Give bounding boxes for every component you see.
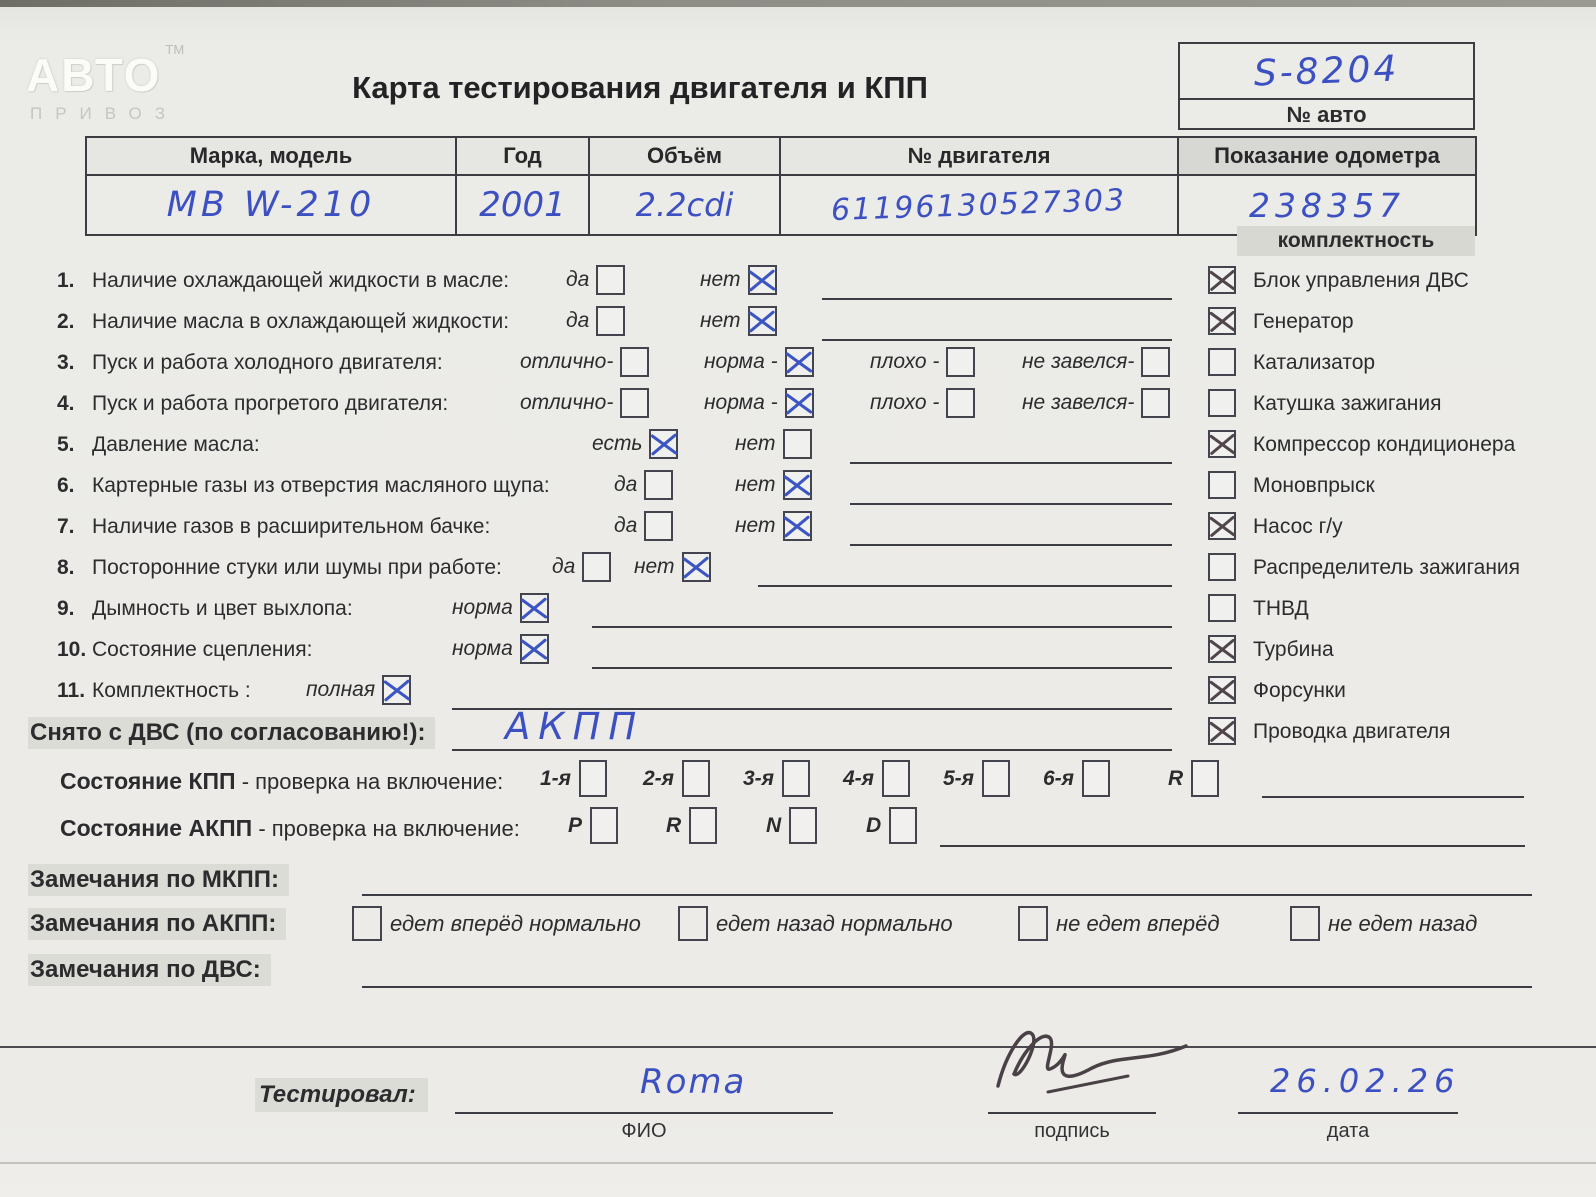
col-year: Год [456,137,589,175]
row-number: 9. [57,597,75,620]
date-handwritten: 26.02.26 [1270,1062,1461,1100]
row-number: 7. [57,515,75,538]
equipment-label: Проводка двигателя [1253,720,1451,743]
equipment-checkbox [1208,307,1236,335]
checkbox [785,347,814,377]
checkbox [783,511,812,541]
gear-checkbox [579,760,607,797]
gear-checkbox [1191,760,1219,797]
kpp-check-row [0,758,1596,806]
checkbox [748,306,777,336]
question-label: Дымность и цвет выхлопа: [92,597,353,620]
tested-by-label: Тестировал: [255,1078,428,1112]
question-label: Состояние сцепления: [92,638,313,661]
akpp-option-label: едет вперёд нормально [390,910,641,936]
checkbox [1141,388,1170,418]
question-label: Наличие охлаждающей жидкости в масле: [92,269,510,292]
answer-line [362,894,1532,896]
checkbox [582,552,611,582]
checkbox [946,388,975,418]
row-number: 4. [57,392,75,415]
footer-divider [0,1046,1596,1048]
gear-label: P [568,813,583,837]
equipment-item [1195,631,1590,672]
date-caption: дата [1326,1120,1370,1142]
row-number: 11. [57,679,86,702]
answer-line [1262,796,1524,798]
value-odometer: 238357 [1249,185,1405,225]
option-label: нет [634,555,675,578]
row-number: 10. [57,638,87,661]
remarks-dvs-row [0,948,1596,994]
equipment-item [1195,344,1590,385]
row-number: 3. [57,351,75,374]
checkbox [596,265,625,295]
equipment-label: Катушка зажигания [1253,392,1442,415]
akpp-option-checkbox [1290,906,1320,941]
checkbox [785,388,814,418]
col-odometer: Показание одометра [1178,137,1476,175]
equipment-label: Распределитель зажигания [1253,556,1521,579]
gear-label: 6-я [1043,766,1075,790]
equipment-item [1195,426,1590,467]
question-label: Комплектность : [92,679,251,702]
checkbox [596,306,625,336]
question-label: Картерные газы из отверстия масляного щупа: [92,474,550,497]
option-label: норма - [704,391,778,414]
gear-label: R [1168,766,1184,790]
checkbox [1141,347,1170,377]
option-label: нет [700,309,741,332]
logo-word: АВТО [26,49,162,101]
scan-top-edge [0,0,1596,7]
remarks-akpp-label: Замечания по АКПП: [28,908,286,940]
checkbox [520,593,549,623]
akpp-option-checkbox [678,906,708,941]
option-label: да [566,309,590,332]
option-label: да [614,473,638,496]
equipment-item [1195,303,1590,344]
signature-line [988,1112,1156,1114]
answer-line [850,544,1172,546]
option-label: да [566,268,590,291]
value-brand: МВ W-210 [166,185,376,225]
checkbox [748,265,777,295]
option-label: отлично- [520,350,614,373]
equipment-label: Форсунки [1253,679,1346,702]
equipment-checkbox [1208,471,1236,499]
gear-label: D [866,813,882,837]
checkbox [620,388,649,418]
option-label: да [614,514,638,537]
option-label: нет [735,473,776,496]
option-label: нет [735,514,776,537]
equipment-checkbox [1208,266,1236,294]
option-label: норма [452,596,513,619]
equipment-label: Генератор [1253,310,1354,333]
akpp-label-bold: Состояние АКПП [60,815,253,841]
equipment-item [1195,508,1590,549]
gear-checkbox [689,807,717,844]
logo-tm: ТМ [165,42,185,57]
gear-label: 5-я [943,766,975,790]
value-year: 2001 [479,185,566,225]
option-label: норма [452,637,513,660]
checkbox [783,470,812,500]
equipment-label: Компрессор кондиционера [1253,433,1516,456]
gear-checkbox [682,760,710,797]
option-label: да [552,555,576,578]
auto-number-box [1178,42,1475,130]
row-number: 6. [57,474,75,497]
equipment-label: Турбина [1253,638,1334,661]
gear-checkbox [590,807,618,844]
option-label: полная [306,678,376,701]
kpp-label [60,768,503,795]
equipment-item [1195,590,1590,631]
kpp-label-rest: - проверка на включение: [235,769,504,794]
equipment-item [1195,672,1590,713]
auto-number-label: № авто [1180,98,1473,130]
question-label: Пуск и работа прогретого двигателя: [92,392,449,415]
gear-label: 1-я [540,766,572,790]
date-line [1238,1112,1458,1114]
equipment-header: комплектность [1237,226,1475,256]
gear-checkbox [789,807,817,844]
checkbox [644,470,673,500]
answer-line [850,462,1172,464]
answer-line [362,986,1532,988]
akpp-option-label: не едет назад [1328,910,1478,936]
col-brand: Марка, модель [86,137,456,175]
equipment-item [1195,467,1590,508]
value-engine: 61196130527303 [830,182,1128,228]
remarks-mkpp-label: Замечания по МКПП: [28,864,289,896]
checkbox [946,347,975,377]
checkbox [520,634,549,664]
equipment-checkbox [1208,594,1236,622]
vehicle-table [85,136,1477,236]
answer-line [822,339,1172,341]
option-label: плохо - [870,391,940,414]
equipment-checkbox [1208,635,1236,663]
question-label: Наличие газов в расширительном бачке: [92,515,491,538]
option-label: отлично- [520,391,614,414]
answer-line [758,585,1172,587]
col-volume: Объём [589,137,780,175]
equipment-item [1195,549,1590,590]
equipment-item [1195,713,1590,754]
question-label: Давление масла: [92,433,260,456]
equipment-checkbox [1208,430,1236,458]
gear-label: 2-я [643,766,675,790]
vehicle-header-row [86,137,1476,175]
equipment-label: Насос г/у [1253,515,1343,538]
question-label: Пуск и работа холодного двигателя: [92,351,443,374]
gear-label: N [766,813,782,837]
removed-value: АКПП [505,705,645,748]
akpp-option-label: не едет вперёд [1056,910,1220,936]
gear-label: R [666,813,682,837]
equipment-checklist [1195,262,1590,754]
checkbox [783,429,812,459]
checkbox [682,552,711,582]
page-title: Карта тестирования двигателя и КПП [352,70,928,105]
akpp-label-rest: - проверка на включение: [252,816,520,841]
answer-line [940,845,1525,847]
equipment-checkbox [1208,553,1236,581]
gear-checkbox [782,760,810,797]
auto-number-value: S-8204 [1253,47,1400,95]
value-volume: 2.2cdi [635,186,734,224]
equipment-checkbox [1208,717,1236,745]
equipment-label: Блок управления ДВС [1253,269,1469,292]
akpp-option-label: едет назад нормально [716,910,953,936]
equipment-checkbox [1208,676,1236,704]
checkbox [644,511,673,541]
signature-scribble [990,1018,1200,1123]
remarks-dvs-label: Замечания по ДВС: [28,954,271,986]
col-engine: № двигателя [780,137,1178,175]
answer-line [850,503,1172,505]
gear-checkbox [982,760,1010,797]
logo-subword: ПРИВОЗ [30,104,179,123]
question-label: Наличие масла в охлаждающей жидкости: [92,310,510,333]
equipment-label: Катализатор [1253,351,1376,374]
equipment-item [1195,385,1590,426]
checkbox [649,429,678,459]
answer-line [452,749,1172,751]
answer-line [592,626,1172,628]
name-caption: ФИО [621,1120,667,1142]
remarks-akpp-row [0,902,1596,948]
row-number: 1. [57,269,75,292]
akpp-option-checkbox [1018,906,1048,941]
kpp-label-bold: Состояние КПП [60,768,236,794]
row-number: 5. [57,433,75,456]
name-line [455,1112,833,1114]
checkbox [382,675,411,705]
akpp-label [60,815,520,842]
equipment-checkbox [1208,512,1236,540]
option-label: не завелся- [1022,350,1135,373]
removed-label: Снято с ДВС (по согласованию!): [28,717,435,749]
equipment-label: ТНВД [1253,597,1309,620]
answer-line [822,298,1172,300]
answer-line [592,667,1172,669]
option-label: плохо - [870,350,940,373]
akpp-check-row [0,805,1596,853]
remarks-mkpp-row [0,858,1596,904]
equipment-label: Моновпрыск [1253,474,1375,497]
option-label: нет [735,432,776,455]
option-label: норма - [704,350,778,373]
option-label: нет [700,268,741,291]
akpp-option-checkbox [352,906,382,941]
equipment-checkbox [1208,389,1236,417]
equipment-checkbox [1208,348,1236,376]
option-label: есть [592,432,643,455]
gear-label: 3-я [743,766,775,790]
option-label: не завелся- [1022,391,1135,414]
equipment-item [1195,262,1590,303]
gear-checkbox [889,807,917,844]
signature-caption: подпись [1034,1120,1110,1142]
row-number: 2. [57,310,75,333]
row-number: 8. [57,556,75,579]
scan-bottom-edge [0,1162,1596,1164]
tester-name-handwritten: Roma [640,1062,747,1102]
checkbox [620,347,649,377]
gear-checkbox [1082,760,1110,797]
gear-checkbox [882,760,910,797]
gear-label: 4-я [843,766,875,790]
question-label: Посторонние стуки или шумы при работе: [92,556,502,579]
